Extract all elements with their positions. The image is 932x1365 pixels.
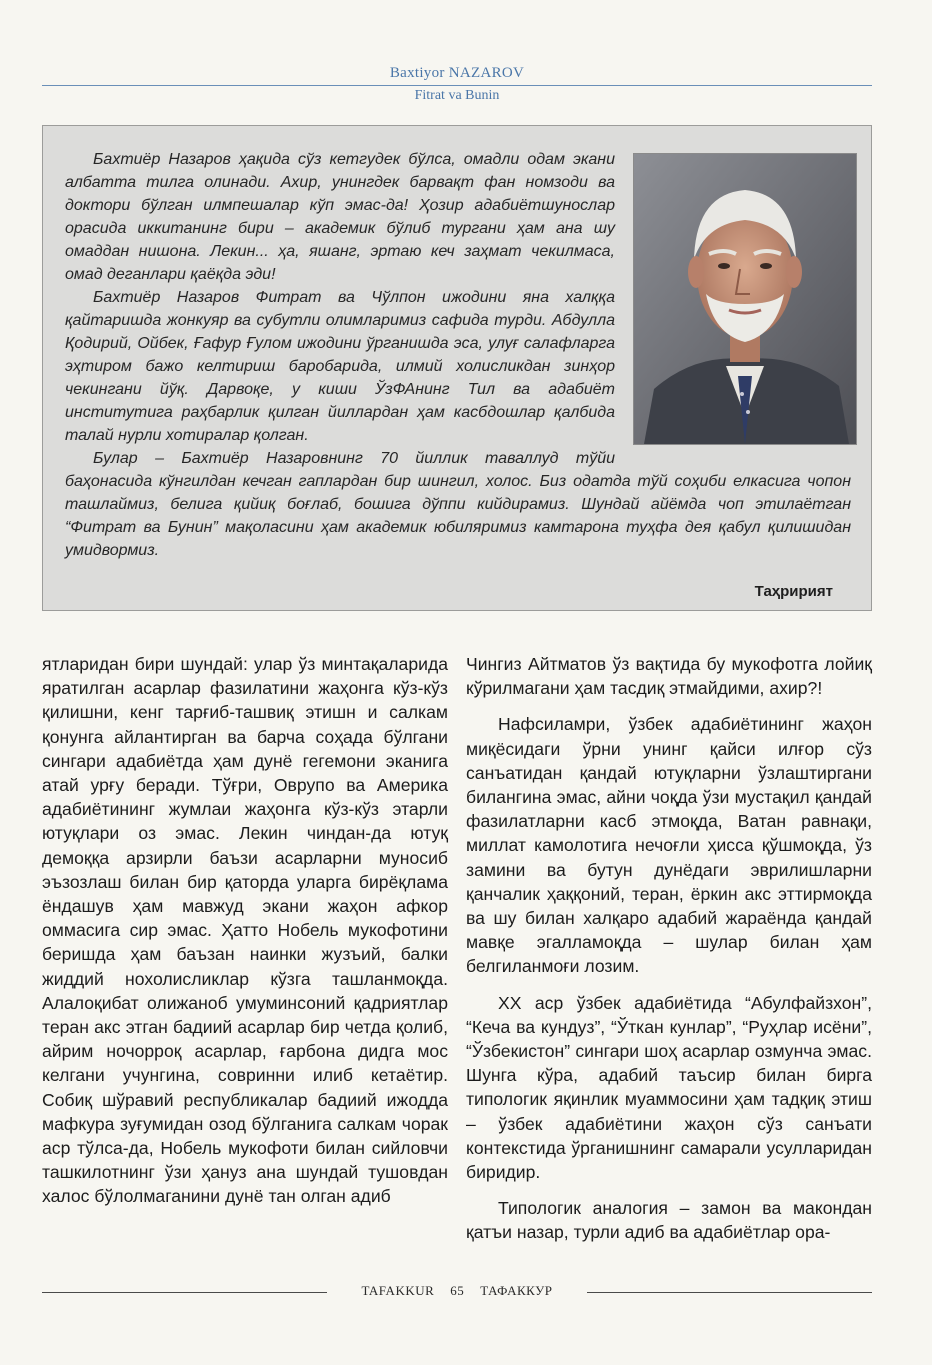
footer-rule-right [587, 1292, 872, 1293]
footer-journal-name-cyrillic: ТАФАККУР [480, 1283, 553, 1298]
editorial-signature: Таҳририят [754, 583, 833, 600]
running-header [42, 64, 872, 105]
footer-text [42, 1283, 872, 1299]
header-rule [42, 85, 872, 86]
page-footer [42, 1283, 872, 1301]
running-header-author: Baxtiyor NAZAROV [389, 65, 525, 81]
right-column [466, 652, 872, 1245]
intro-paragraph: Булар – Бахтиёр Назаровнинг 70 йиллик таваллуд тўйи баҳонасида кўнгилдан кечган гаплардан бир шингил, холос. Биз одатда тўй соҳиби елкасига чопон ташлаймиз, белига қийиқ боғлаб, бошига дўппи кийдирамиз. Шундай айёмда чоп этилаётган “Фитрат ва Бунин” мақоласини ҳам академик юбиляримиз камтарона туҳфа дея қабул қилишидан умидвормиз. [65, 450, 851, 559]
intro-paragraph: Бахтиёр Назаров Фитрат ва Чўлпон ижодини яна халққа қайтаришда жонкуяр ва субутли олимларимиз сафида турди. Абдулла Қодирий, Ойбек, Ғафур Ғулом ижодини ўрганишда эса, улуғ салафларга эҳтиром бажо келтириш баробарида, илмий холисликдан зинҳор чекингани йўқ. Дарвоқе, у киши ЎзФАнинг Тил ва адабиёт институтига раҳбарлик қилган йиллардан ҳам касбдошлар қалбида талай нурли хотиралар қолган. [65, 289, 615, 444]
body-paragraph: ятларидан бири шундай: улар ўз минтақаларида яратилган асарлар фазилатини жаҳонга кўз-кўз қилишни, кенг тарғиб-ташвиқ этишн и салкам қонунга айлантирган ва барча соҳада бўлгани сингари адабиётда ҳам дунё гегемони эканига атай урғу беради. Тўғри, Оврупо ва Америка адабиётининг жумлаи жаҳонга кўз-кўз этарли ютуқлари оз эмас. Лекин чиндан-да ютуқ демоққа арзирли баъзи асарларни муносиб эъзозлаш билан бир қаторда уларга бирёқлама ёндашув ҳам мавжуд экани жаҳон афкор оммасига сир эмас. Ҳатто Нобель мукофотини беришда ҳам баъзан наинки жузъий, балки жиддий нохолисликлар кўзга ташланмоқда. Алалоқибат олижаноб умуминсоний қадриятлар теран акс этган бадиий асарлар бир четда қолиб, айрим ночорроқ асарлар, ғарбона дидга мос келгани учунгина, совринни илиб кетаётир. Собиқ шўравий республикалар бадиий ижодда мафкура зуғумидан озод бўлганига салкам чорак аср тўлса-да, Нобель мукофоти билан сийловчи ташкилотнинг ўзи ҳануз ана шундай тушовдан халос бўлолмаганини дунё тан олган адиб [42, 654, 448, 1207]
left-column [42, 652, 448, 1209]
page-number: 65 [450, 1283, 465, 1298]
footer-journal-name-latin: TAFAKKUR [361, 1283, 435, 1298]
body-paragraph: Типологик аналогия – замон ва макондан қатъи назар, турли адиб ва адабиётлар ора- [466, 1198, 872, 1243]
body-paragraph: Чингиз Айтматов ўз вақтида бу мукофотга лойиқ кўрилмагани ҳам тасдиқ этмайдими, ахир?! [466, 654, 872, 699]
running-header-title: Fitrat va Bunin [414, 88, 500, 103]
intro-text [65, 148, 851, 562]
body-paragraph: Нафсиламри, ўзбек адабиётининг жаҳон миқёсидаги ўрни унинг қайси илғор сўз санъатидан қандай ютуқларни ўзлаштиргани билангина эмас, айни чоқда ўзи мустақил қандай фазилатларни касб этмоқда, Ватан равнақи, миллат камолотига нечоғли ҳисса қўшмоқда, ўз замини ва бутун дунёдаги эврилишларни қанчалик ҳаққоний, теран, ёркин акс эттирмоқда ва шу билан халқаро адабий жараёнда қандай мавқе эгалламоқда – шулар билан ҳам белгиланмоғи лозим. [466, 714, 872, 977]
editorial-intro-box [42, 125, 872, 611]
body-paragraph: ХХ аср ўзбек адабиётида “Абулфайзхон”, “Кеча ва кундуз”, “Ўткан кунлар”, “Руҳлар исёни”, “Ўзбекистон” сингари шоҳ асарлар озмунча эмас. Шунга кўра, адабий таъсир билан бирга типологик яқинлик муаммосини ҳам тадқиқ этиш – ўзбек адабиётини жаҳон сўз санъати контекстида ўрганишнинг самарали усулларидан биридир. [466, 992, 872, 1183]
intro-paragraph: Бахтиёр Назаров ҳақида сўз кетгудек бўлса, омадли одам экани албатта тилга олинади. Ахир, унингдек барвақт фан номзоди ва доктори бўлган илмпешалар кўп эмас-да! Ҳозир адабиётшунослар орасида иккитанинг бири – академик бўлиб тургани ҳам ана шу омаддан нишона. Лекин... ҳа, яшанг, эртаю кеч заҳмат чекилмаса, омад деганлари қаёқда эди! [65, 151, 615, 283]
